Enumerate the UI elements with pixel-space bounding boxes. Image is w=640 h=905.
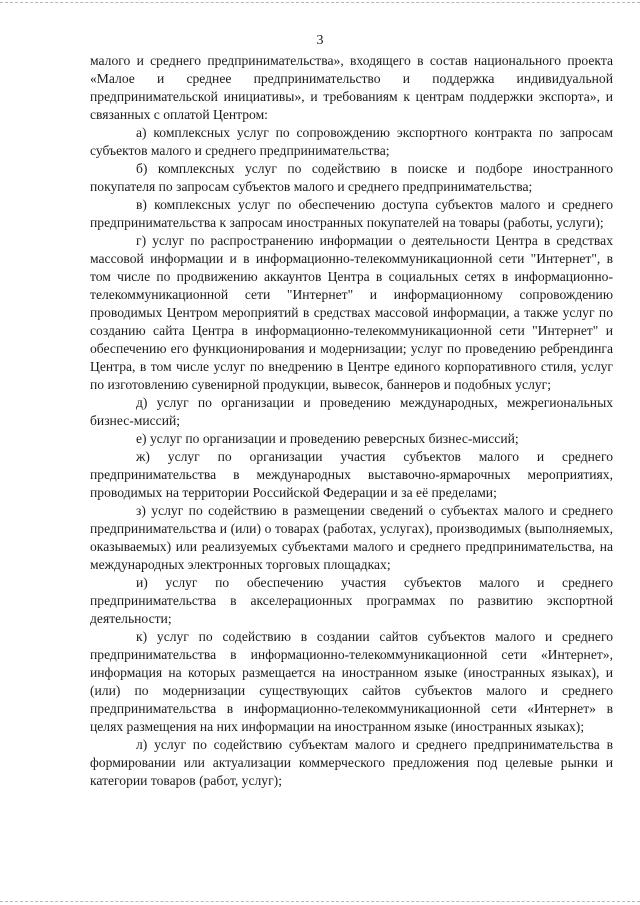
list-item-k: к) услуг по содействию в создании сайтов субъектов малого и среднего предпринимательства в информационно-телекоммуникационной сети «Интернет», информация на которых размещается на иностранном языке (иностранных языках), и (или) по модернизации существующих сайтов субъектов малого и среднего предпринимательства в информационно-телекоммуникационной сети «Интернет» в целях размещения на них информации на иностранном языке (иностранных языках); bbox=[90, 629, 613, 734]
document-body bbox=[90, 52, 613, 790]
list-item-z: з) услуг по содействию в размещении сведений о субъектах малого и среднего предпринимательства и (или) о товарах (работах, услугах), производимых (выполняемых, оказываемых) или реализуемых субъектами малого и среднего предпринимательства, на международных электронных торговых площадках; bbox=[90, 503, 613, 572]
list-item-a: а) комплексных услуг по сопровождению экспортного контракта по запросам субъектов малого и среднего предпринимательства; bbox=[90, 125, 613, 158]
list-item-g: г) услуг по распространению информации о деятельности Центра в средствах массовой информации и в информационно-телекоммуникационной сети "Интернет", в том числе по продвижению аккаунтов Центра в социальных сетях в информационно-телекоммуникационной сети "Интернет" и информационному сопровождению проводимых Центром мероприятий в средствах массовой информации, а также услуг по созданию сайта Центра в информационно-телекоммуникационной сети "Интернет" и обеспечению его функционирования и модернизации; услуг по проведению ребрендинга Центра, в том числе услуг по внедрению в Центре единого корпоративного стиля, услуг по изготовлению сувенирной продукции, вывесок, баннеров и подобных услуг; bbox=[90, 233, 613, 392]
list-item-zh: ж) услуг по организации участия субъектов малого и среднего предпринимательства в международных выставочно-ярмарочных мероприятиях, проводимых на территории Российской Федерации и за её пределами; bbox=[90, 449, 613, 500]
list-item-b: б) комплексных услуг по содействию в поиске и подборе иностранного покупателя по запросам субъектов малого и среднего предпринимательства; bbox=[90, 161, 613, 194]
scan-edge-top bbox=[0, 2, 640, 3]
list-item-i: и) услуг по обеспечению участия субъектов малого и среднего предпринимательства в акселерационных программах по развитию экспортной деятельности; bbox=[90, 575, 613, 626]
page-number: 3 bbox=[316, 33, 324, 48]
list-item-e: е) услуг по организации и проведению реверсных бизнес-миссий; bbox=[136, 431, 519, 446]
list-item-v: в) комплексных услуг по обеспечению доступа субъектов малого и среднего предпринимательства к запросам иностранных покупателей на товары (работы, услуги); bbox=[90, 197, 613, 230]
scan-edge-bottom bbox=[0, 901, 640, 902]
list-item-l: л) услуг по содействию субъектам малого и среднего предпринимательства в формировании или актуализации коммерческого предложения под целевые рынки и категории товаров (работ, услуг); bbox=[90, 737, 613, 788]
paragraph-intro: малого и среднего предпринимательства», входящего в состав национального проекта «Малое и среднее предпринимательство и поддержка индивидуальной предпринимательской инициативы», и требованиям к центрам поддержки экспорта», и связанных с оплатой Центром: bbox=[90, 53, 613, 122]
list-item-d: д) услуг по организации и проведению международных, межрегиональных бизнес-миссий; bbox=[90, 395, 613, 428]
